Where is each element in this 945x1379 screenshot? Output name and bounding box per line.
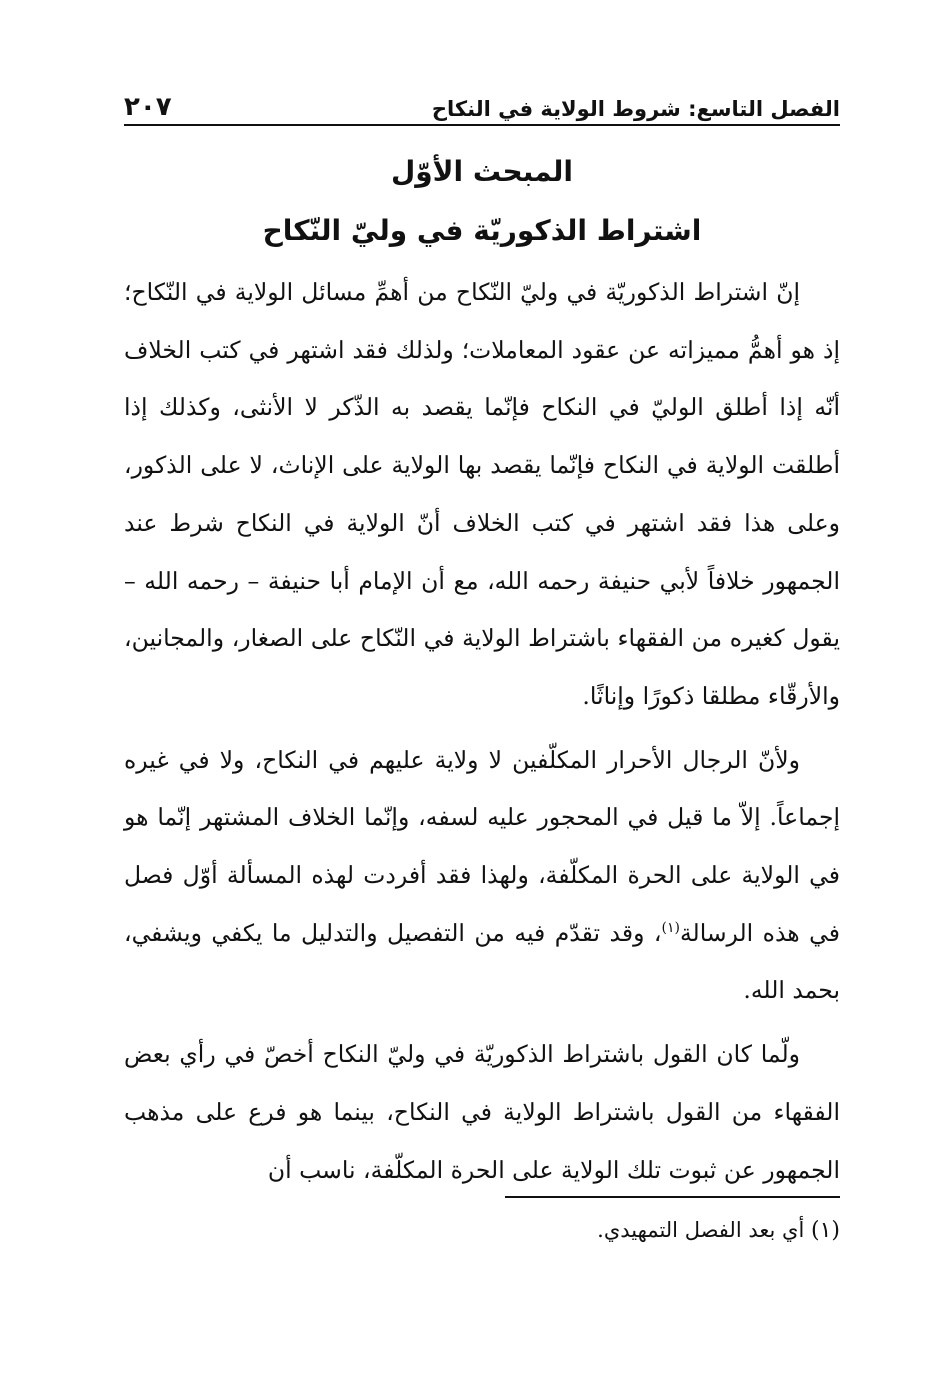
footnote-text: أي بعد الفصل التمهيدي.: [597, 1218, 805, 1242]
footnote: [124, 1210, 840, 1251]
page-header: [124, 82, 840, 126]
footnote-number: (١): [810, 1218, 840, 1243]
paragraph-2-text-a: ولأنّ الرجال الأحرار المكلّفين لا ولاية عليهم في النكاح، ولا في غيره إجماعاً. إلاّ ما قيل في المحجور عليه لسفه، وإنّما الخلاف المشتهر إنّما هو في الولاية على الحرة المكلّفة، ولهذا فقد أفردت لهذه المسألة أوّل فصل في هذه الرسالة: [124, 745, 840, 947]
footnote-reference[interactable]: (١): [661, 919, 680, 936]
running-title: الفصل التاسع: شروط الولاية في النكاح: [431, 97, 840, 121]
section-title: اشتراط الذكوريّة في وليّ النّكاح: [262, 214, 702, 247]
page-number: ٢٠٧: [124, 92, 172, 122]
section-heading: المبحث الأوّل: [390, 155, 574, 188]
paragraph-1: إنّ اشتراط الذكوريّة في وليّ النّكاح من أهمِّ مسائل الولاية في النّكاح؛ إذ هو أهمُّ مميزاته عن عقود المعاملات؛ ولذلك فقد اشتهر في كتب الخلاف أنّه إذا أطلق الوليّ في النكاح فإنّما يقصد به الذّكر لا الأنثى، وكذلك إذا أطلقت الولاية في النكاح فإنّما يقصد بها الولاية على الإناث، لا على الذكور، وعلى هذا فقد اشتهر في كتب الخلاف أنّ الولاية في النكاح شرط عند الجمهور خلافاً لأبي حنيفة رحمه الله، مع أن الإمام أبا حنيفة – رحمه الله – يقول كغيره من الفقهاء باشتراط الولاية في النّكاح على الصغار، والمجانين، والأرقّاء مطلقا ذكورًا وإناثًا.: [124, 278, 840, 710]
main-text: [124, 264, 840, 1205]
footnote-separator: [505, 1196, 840, 1198]
paragraph-3: ولّما كان القول باشتراط الذكوريّة في وليّ النكاح أخصّ في رأي بعض الفقهاء من القول باشتراط الولاية في النكاح، بينما هو فرع على مذهب الجمهور عن ثبوت تلك الولاية على الحرة المكلّفة، ناسب أن: [124, 1040, 840, 1184]
paragraph-2: [124, 732, 840, 1021]
paragraph-2-text-b: ، وقد تقدّم فيه من التفصيل والتدليل ما يكفي ويشفي، بحمد الله.: [124, 918, 840, 1005]
